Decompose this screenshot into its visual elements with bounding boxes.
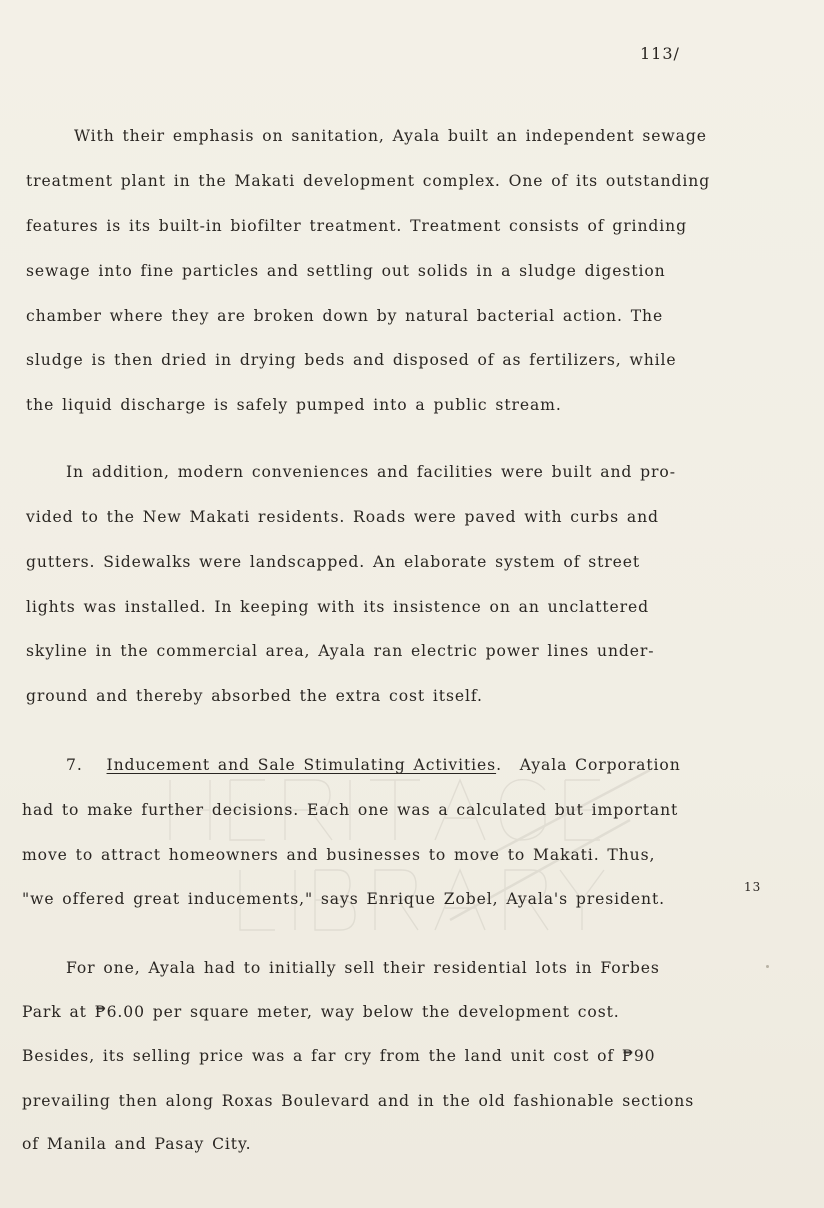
paragraph-line: sewage into fine particles and settling out solids in a sludge digestion bbox=[26, 262, 666, 280]
section-line-rest: Ayala Corporation bbox=[519, 756, 681, 774]
paragraph-line: vided to the New Makati residents. Roads were paved with curbs and bbox=[26, 508, 659, 526]
paragraph-line: move to attract homeowners and businesses to move to Makati. Thus, bbox=[22, 846, 656, 864]
paragraph-line: features is its built-in biofilter treatment. Treatment consists of grinding bbox=[26, 217, 687, 235]
paragraph-line: of Manila and Pasay City. bbox=[22, 1135, 252, 1153]
paragraph-line: For one, Ayala had to initially sell their residential lots in Forbes bbox=[66, 959, 660, 977]
paragraph-line: Park at ₱6.00 per square meter, way below the development cost. bbox=[22, 1003, 620, 1021]
paragraph-line: chamber where they are broken down by natural bacterial action. The bbox=[26, 307, 664, 325]
paragraph-line: ground and thereby absorbed the extra cost itself. bbox=[26, 687, 483, 705]
paragraph-line: sludge is then dried in drying beds and disposed of as fertilizers, while bbox=[26, 351, 677, 369]
footnote-reference: 13 bbox=[744, 880, 762, 894]
page-number: 113/ bbox=[640, 44, 680, 63]
paragraph-line: prevailing then along Roxas Boulevard and in the old fashionable sections bbox=[22, 1092, 695, 1110]
section-number: 7. bbox=[66, 756, 83, 774]
paragraph-line: treatment plant in the Makati development complex. One of its outstanding bbox=[26, 172, 711, 190]
paragraph-line: lights was installed. In keeping with its insistence on an unclattered bbox=[26, 598, 650, 616]
paragraph-line: "we offered great inducements," says Enrique Zobel, Ayala's president. bbox=[22, 890, 665, 908]
section-heading-line bbox=[66, 755, 681, 775]
section-heading-period: . bbox=[496, 756, 502, 774]
paragraph-line: the liquid discharge is safely pumped into a public stream. bbox=[26, 396, 562, 414]
paragraph-line: skyline in the commercial area, Ayala ran electric power lines under- bbox=[26, 642, 655, 660]
paragraph-line: In addition, modern conveniences and facilities were built and pro- bbox=[66, 463, 676, 481]
paragraph-line: With their emphasis on sanitation, Ayala built an independent sewage bbox=[74, 127, 707, 145]
paragraph-line: gutters. Sidewalks were landscapped. An elaborate system of street bbox=[26, 553, 641, 571]
paper-speck bbox=[766, 965, 769, 968]
section-heading: Inducement and Sale Stimulating Activities bbox=[106, 756, 497, 774]
paragraph-line: Besides, its selling price was a far cry from the land unit cost of ₱90 bbox=[22, 1047, 656, 1065]
paragraph-line: had to make further decisions. Each one was a calculated but important bbox=[22, 801, 679, 819]
